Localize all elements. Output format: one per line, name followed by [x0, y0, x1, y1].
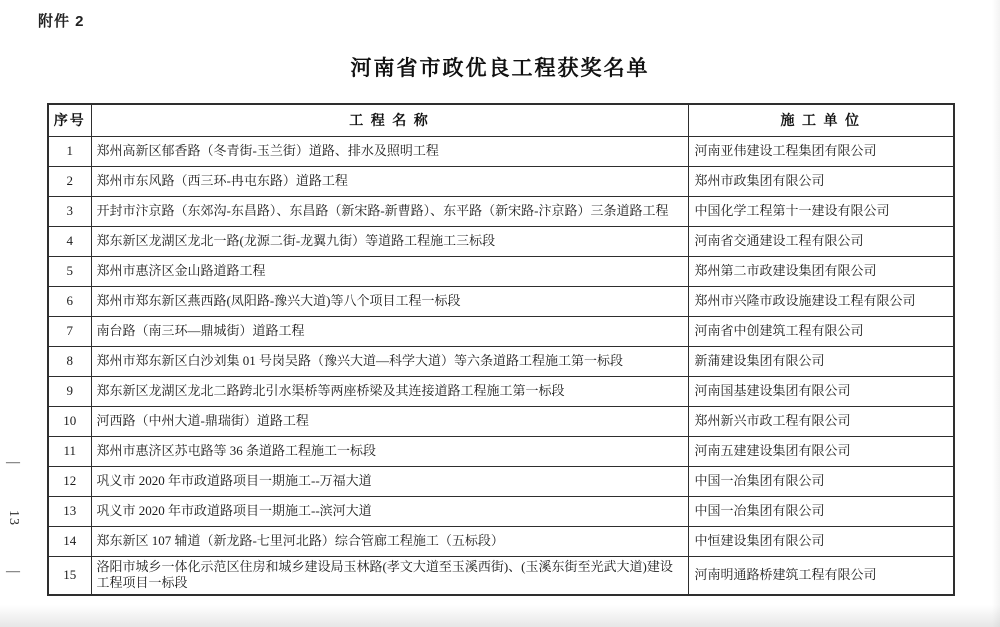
gutter-page-number	[2, 455, 24, 580]
cell-serial-number: 9	[48, 376, 91, 406]
cell-construction-unit: 河南省中创建筑工程有限公司	[688, 316, 954, 346]
cell-project-name: 巩义市 2020 年市政道路项目一期施工--万福大道	[91, 466, 688, 496]
cell-construction-unit: 郑州第二市政建设集团有限公司	[688, 256, 954, 286]
cell-project-name: 南台路（南三环—鼎城街）道路工程	[91, 316, 688, 346]
cell-serial-number: 5	[48, 256, 91, 286]
attachment-label: 附件 2	[38, 13, 85, 30]
cell-project-name: 河西路（中州大道-鼎瑞街）道路工程	[91, 406, 688, 436]
table-row	[48, 466, 954, 496]
cell-serial-number: 15	[48, 556, 91, 595]
cell-serial-number: 10	[48, 406, 91, 436]
cell-project-name: 郑州市惠济区金山路道路工程	[91, 256, 688, 286]
table-row	[48, 286, 954, 316]
cell-serial-number: 14	[48, 526, 91, 556]
table-row	[48, 526, 954, 556]
cell-project-name: 巩义市 2020 年市政道路项目一期施工--滨河大道	[91, 496, 688, 526]
scan-shadow-right	[992, 0, 1000, 627]
page-number-dash-top: —	[6, 455, 20, 470]
cell-serial-number: 2	[48, 166, 91, 196]
cell-project-name: 郑州高新区郁香路（冬青街-玉兰街）道路、排水及照明工程	[91, 136, 688, 166]
table-body	[48, 136, 954, 595]
cell-serial-number: 12	[48, 466, 91, 496]
header-serial-number: 序号	[48, 104, 91, 136]
cell-project-name: 开封市汴京路（东郊沟-东昌路）、东昌路（新宋路-新曹路）、东平路（新宋路-汴京路）三条道路工程	[91, 196, 688, 226]
cell-serial-number: 3	[48, 196, 91, 226]
cell-serial-number: 1	[48, 136, 91, 166]
table-row	[48, 436, 954, 466]
cell-construction-unit: 新蒲建设集团有限公司	[688, 346, 954, 376]
cell-serial-number: 8	[48, 346, 91, 376]
cell-construction-unit: 郑州市兴隆市政设施建设工程有限公司	[688, 286, 954, 316]
cell-serial-number: 7	[48, 316, 91, 346]
cell-construction-unit: 中国一冶集团有限公司	[688, 466, 954, 496]
table-row	[48, 226, 954, 256]
table-header	[48, 104, 954, 136]
cell-construction-unit: 郑州市政集团有限公司	[688, 166, 954, 196]
table-row	[48, 496, 954, 526]
cell-construction-unit: 中国一冶集团有限公司	[688, 496, 954, 526]
cell-project-name: 郑东新区龙湖区龙北二路跨北引水渠桥等两座桥梁及其连接道路工程施工第一标段	[91, 376, 688, 406]
header-project-name: 工 程 名 称	[91, 104, 688, 136]
table-row	[48, 346, 954, 376]
table-row	[48, 256, 954, 286]
cell-serial-number: 4	[48, 226, 91, 256]
cell-project-name: 郑州市东风路（西三环-冉屯东路）道路工程	[91, 166, 688, 196]
cell-project-name: 郑东新区 107 辅道（新龙路-七里河北路）综合管廊工程施工（五标段）	[91, 526, 688, 556]
page-title: 河南省市政优良工程获奖名单	[350, 56, 650, 80]
page-number-dash-bottom: —	[6, 564, 20, 579]
table-row	[48, 406, 954, 436]
page-number-value: 13	[6, 509, 21, 526]
cell-construction-unit: 河南五建建设集团有限公司	[688, 436, 954, 466]
cell-construction-unit: 河南亚伟建设工程集团有限公司	[688, 136, 954, 166]
table-row	[48, 376, 954, 406]
cell-project-name: 郑州市惠济区苏屯路等 36 条道路工程施工一标段	[91, 436, 688, 466]
cell-project-name: 郑州市郑东新区白沙刘集 01 号岗吴路（豫兴大道—科学大道）等六条道路工程施工第一标段	[91, 346, 688, 376]
table-row	[48, 196, 954, 226]
scan-shadow-bottom	[0, 605, 1000, 627]
cell-project-name: 郑东新区龙湖区龙北一路(龙源二街-龙翼九街）等道路工程施工三标段	[91, 226, 688, 256]
cell-serial-number: 6	[48, 286, 91, 316]
table-row	[48, 556, 954, 595]
cell-construction-unit: 郑州新兴市政工程有限公司	[688, 406, 954, 436]
cell-construction-unit: 河南国基建设集团有限公司	[688, 376, 954, 406]
cell-construction-unit: 河南明通路桥建筑工程有限公司	[688, 556, 954, 595]
table-row	[48, 166, 954, 196]
header-construction-unit: 施 工 单 位	[688, 104, 954, 136]
cell-construction-unit: 中国化学工程第十一建设有限公司	[688, 196, 954, 226]
table-row	[48, 136, 954, 166]
cell-serial-number: 13	[48, 496, 91, 526]
cell-project-name: 洛阳市城乡一体化示范区住房和城乡建设局玉林路(孝文大道至玉溪西街)、(玉溪东街至光武大道)建设工程项目一标段	[91, 556, 688, 595]
cell-project-name: 郑州市郑东新区燕西路(凤阳路-豫兴大道)等八个项目工程一标段	[91, 286, 688, 316]
cell-serial-number: 11	[48, 436, 91, 466]
table-row	[48, 316, 954, 346]
header-row	[48, 104, 954, 136]
cell-construction-unit: 河南省交通建设工程有限公司	[688, 226, 954, 256]
cell-construction-unit: 中恒建设集团有限公司	[688, 526, 954, 556]
award-table	[47, 103, 955, 596]
